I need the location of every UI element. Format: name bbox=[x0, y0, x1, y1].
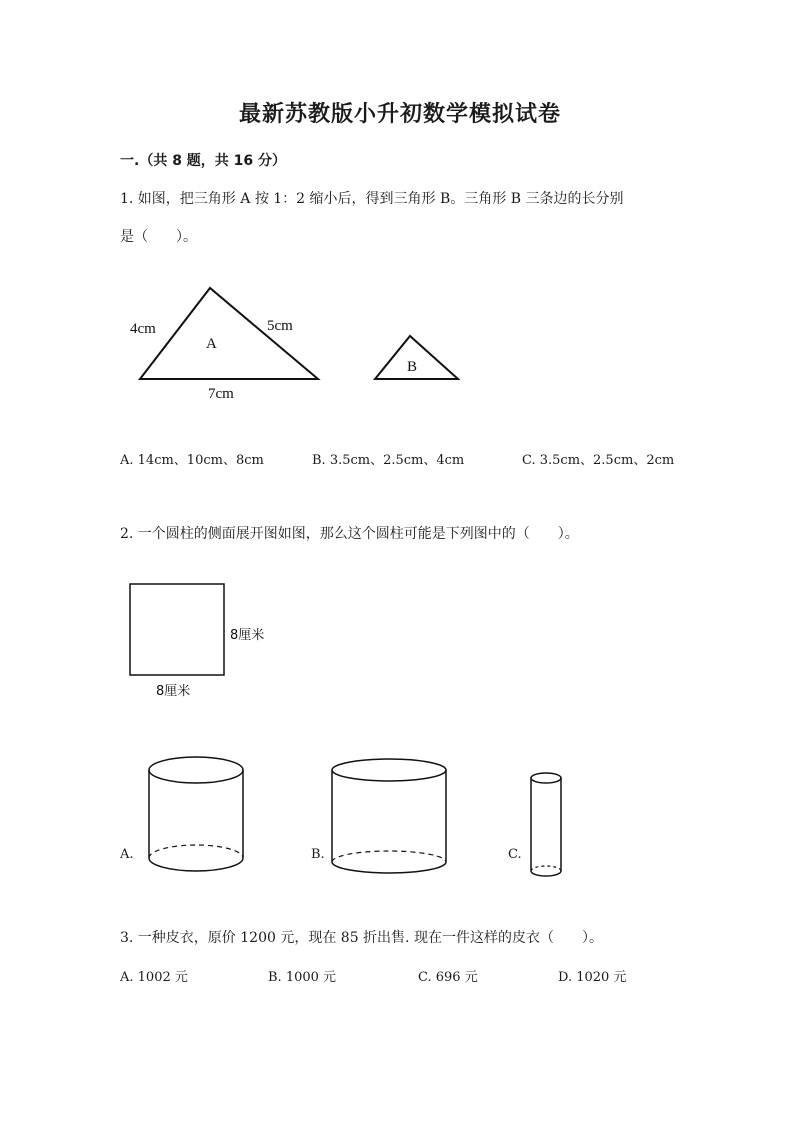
square-side-label: 8厘米 bbox=[230, 628, 265, 643]
question-1-option-c[interactable]: C. 3.5cm、2.5cm、2cm bbox=[522, 453, 675, 468]
cylinder-b-bottom-back bbox=[332, 851, 446, 862]
triangle-a-left-side-label: 4cm bbox=[130, 321, 156, 337]
question-3-text: 3. 一种皮衣，原价 1200 元，现在 85 折出售. 现在一件这样的皮衣（ ）。 bbox=[120, 930, 603, 946]
cylinder-c-top bbox=[531, 773, 561, 783]
cylinder-a-bottom-front bbox=[149, 858, 243, 871]
question-1-text-line2: 是（ ）。 bbox=[120, 229, 197, 245]
square-bottom-label: 8厘米 bbox=[156, 684, 191, 699]
section-heading: 一.（共 8 题，共 16 分） bbox=[120, 153, 287, 169]
triangle-a-bottom-side-label: 7cm bbox=[208, 386, 234, 402]
cylinder-a-label[interactable]: A. bbox=[120, 847, 134, 862]
triangle-a-label: A bbox=[206, 336, 217, 352]
question-1-option-a[interactable]: A. 14cm、10cm、8cm bbox=[120, 453, 264, 468]
cylinder-b-bottom-front bbox=[332, 862, 446, 873]
question-2-text: 2. 一个圆柱的侧面展开图如图，那么这个圆柱可能是下列图中的（ ）。 bbox=[120, 526, 579, 542]
cylinder-c-bottom-back bbox=[531, 866, 561, 871]
question-3-option-c[interactable]: C. 696 元 bbox=[418, 970, 478, 985]
cylinder-c-bottom-front bbox=[531, 871, 561, 876]
question-1-figure bbox=[120, 280, 480, 410]
cylinder-c[interactable] bbox=[525, 768, 570, 883]
cylinder-a-top bbox=[149, 757, 243, 783]
page-title: 最新苏教版小升初数学模拟试卷 bbox=[238, 102, 561, 127]
triangle-b-label: B bbox=[407, 359, 418, 375]
cylinder-a[interactable] bbox=[140, 750, 255, 880]
cylinder-b[interactable] bbox=[325, 755, 455, 885]
cylinder-a-bottom-back bbox=[149, 845, 243, 858]
unfolded-square bbox=[130, 584, 224, 675]
question-2-net-figure bbox=[120, 575, 320, 705]
question-3-option-b[interactable]: B. 1000 元 bbox=[268, 970, 337, 985]
triangle-a-right-side-label: 5cm bbox=[267, 318, 293, 334]
question-3-option-d[interactable]: D. 1020 元 bbox=[558, 970, 627, 985]
cylinder-c-label[interactable]: C. bbox=[508, 847, 522, 862]
question-3-option-a[interactable]: A. 1002 元 bbox=[120, 970, 188, 985]
cylinder-b-top bbox=[332, 759, 446, 781]
cylinder-b-label[interactable]: B. bbox=[311, 847, 325, 862]
question-1-option-b[interactable]: B. 3.5cm、2.5cm、4cm bbox=[312, 453, 465, 468]
question-1-text-line1: 1. 如图，把三角形 A 按 1：2 缩小后，得到三角形 B。三角形 B 三条边的长分别 bbox=[120, 191, 624, 207]
